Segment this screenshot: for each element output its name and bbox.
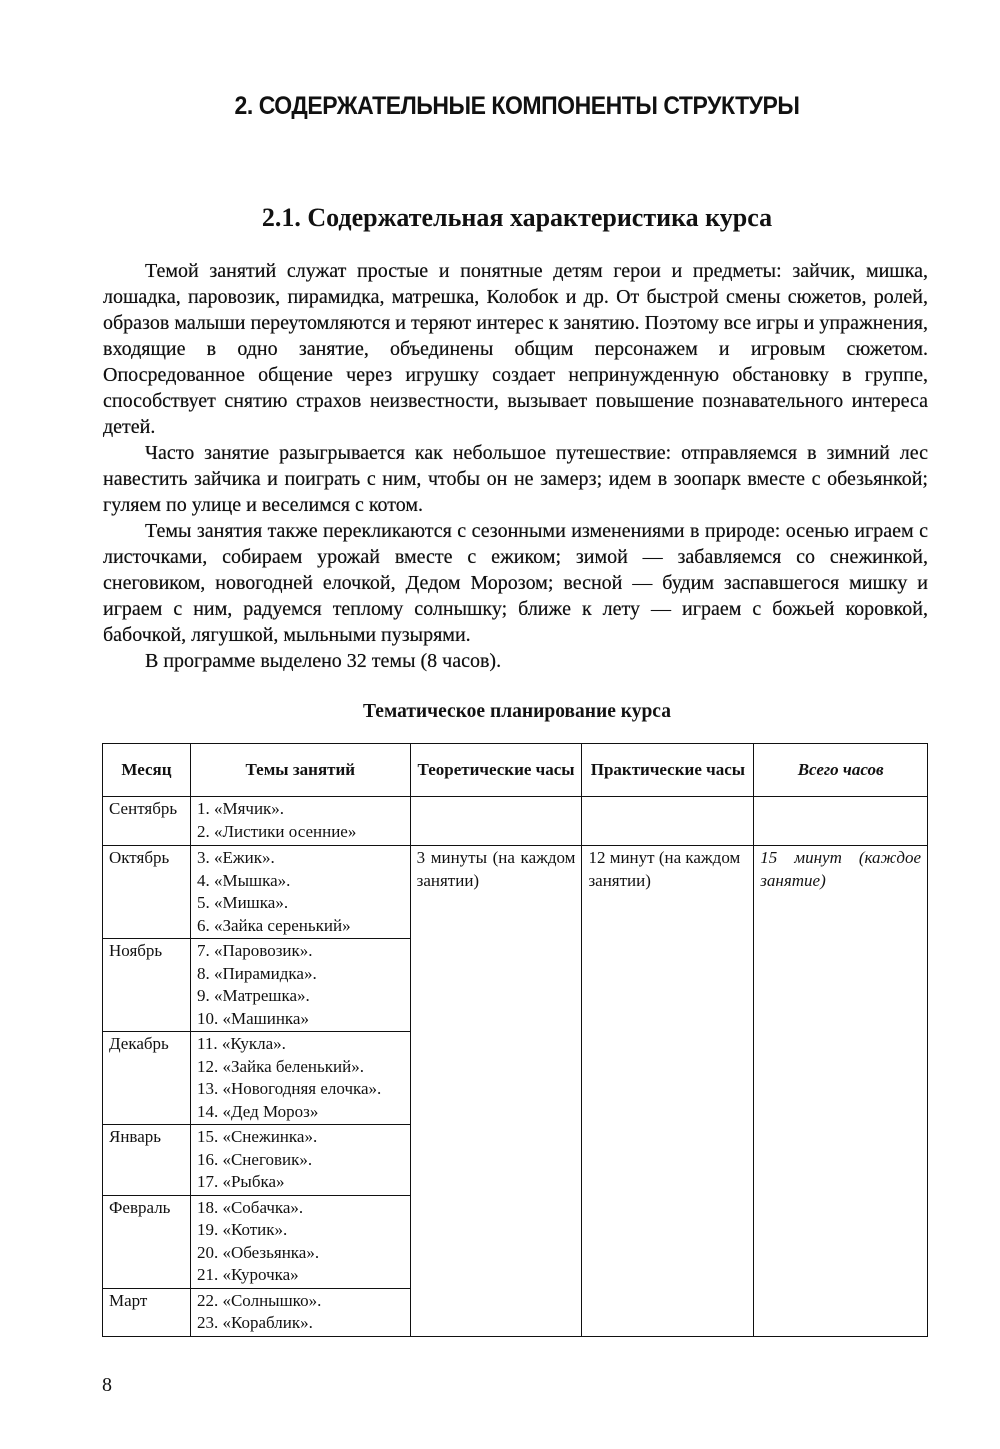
topics-cell [190,1125,410,1196]
paragraph: Темой занятий служат простые и понятные детям герои и предметы: зайчик, мишка, лошадка, паровозик, пирамидка, матрешка, Колобок и др. От быстрой смены сюжетов, ролей, образов малыши переутомляются и теряют интерес к занятию. Поэтому все игры и упражнения, входящие в одно занятие, объединены общим персонажем и игровым сюжетом. Опосредованное общение через игрушку создает непринужденную обстановку в группе, способствует снятию страхов неизвестности, вызывает повышение познавательного интереса детей. [103,260,928,438]
topic-item: 2. «Листики осенние» [196,821,357,841]
topics-cell [190,846,410,939]
month-cell: Октябрь [103,846,191,939]
topic-item: 5. «Мишка». [196,893,289,912]
empty-cell [410,797,582,846]
topics-cell [190,1195,410,1288]
header-theory: Теоретические часы [410,744,582,797]
header-practice: Практические часы [582,744,754,797]
topic-item: 13. «Новогодняя елочка». [196,1079,382,1098]
topic-item: 18. «Собачка». [196,1197,304,1217]
page-number: 8 [102,1374,112,1396]
month-cell: Январь [103,1125,191,1196]
topic-item: 3. «Ежик». [196,848,275,867]
topic-item: 7. «Паровозик». [196,941,313,960]
empty-cell [582,797,754,846]
header-total: Всего часов [754,744,928,797]
header-topics: Темы занятий [190,744,410,797]
topic-item: 8. «Пирамидка». [196,963,317,983]
month-cell: Февраль [103,1195,191,1288]
month-cell: Сентябрь [103,797,191,846]
table-header-row [103,744,928,797]
section-heading: 2. СОДЕРЖАТЕЛЬНЫЕ КОМПОНЕНТЫ СТРУКТУРЫ [234,92,800,120]
topic-item: 17. «Рыбка» [196,1172,285,1191]
table-caption: Тематическое планирование курса [363,701,671,722]
theory-hours-cell: 3 минуты (на каждом занятии) [410,846,582,1337]
paragraph: В программе выделено 32 темы (8 часов). [145,650,502,672]
topics-cell [190,1032,410,1125]
topic-item: 11. «Кукла». [196,1034,286,1053]
total-hours-cell: 15 минут (каждое занятие) [754,846,928,1337]
month-cell: Март [103,1288,191,1336]
paragraph: Часто занятие разыгрывается как небольшое путешествие: отправляемся в зимний лес навестить зайчика и поиграть с ним, чтобы он не замерз; идем в зоопарк вместе с обезьянкой; гуляем по улице и веселимся с котом. [103,442,928,516]
topic-item: 23. «Кораблик». [196,1313,313,1332]
topic-item: 14. «Дед Мороз» [196,1101,319,1121]
subsection-heading: 2.1. Содержательная характеристика курса [261,203,773,232]
topic-item: 19. «Котик». [196,1220,288,1239]
header-month: Месяц [103,744,191,797]
body-text [103,258,928,674]
topics-cell [190,797,410,846]
planning-table [102,743,928,1337]
topics-cell [190,1288,410,1336]
topic-item: 16. «Снеговик». [196,1149,313,1169]
month-cell: Ноябрь [103,939,191,1032]
table-row [103,797,928,846]
topic-item: 22. «Солнышко». [196,1290,322,1310]
topic-item: 9. «Матрешка». [196,986,310,1005]
paragraph: Темы занятия также перекликаются с сезонными изменениями в природе: осенью играем с листочками, собираем урожай вместе с ежиком; зимой — забавляемся со снежинкой, снеговиком, новогодней елочкой, Дедом Морозом; весной — будим заспавшегося мишку и играем с ним, радуемся теплому солнышку; ближе к лету — играем с божьей коровкой, бабочкой, лягушкой, мыльными пузырями. [103,520,928,646]
topic-item: 12. «Зайка беленький». [196,1056,364,1076]
table-row [103,846,928,939]
topic-item: 6. «Зайка серенький» [196,915,351,935]
month-cell: Декабрь [103,1032,191,1125]
practice-hours-cell: 12 минут (на каждом занятии) [582,846,754,1337]
topics-cell [190,939,410,1032]
topic-item: 4. «Мышка». [196,870,291,890]
topic-item: 10. «Машинка» [196,1008,309,1028]
topic-item: 15. «Снежинка». [196,1127,318,1146]
empty-cell [754,797,928,846]
topic-item: 1. «Мячик». [196,799,285,818]
topic-item: 21. «Курочка» [196,1265,299,1284]
topic-item: 20. «Обезьянка». [196,1242,320,1262]
